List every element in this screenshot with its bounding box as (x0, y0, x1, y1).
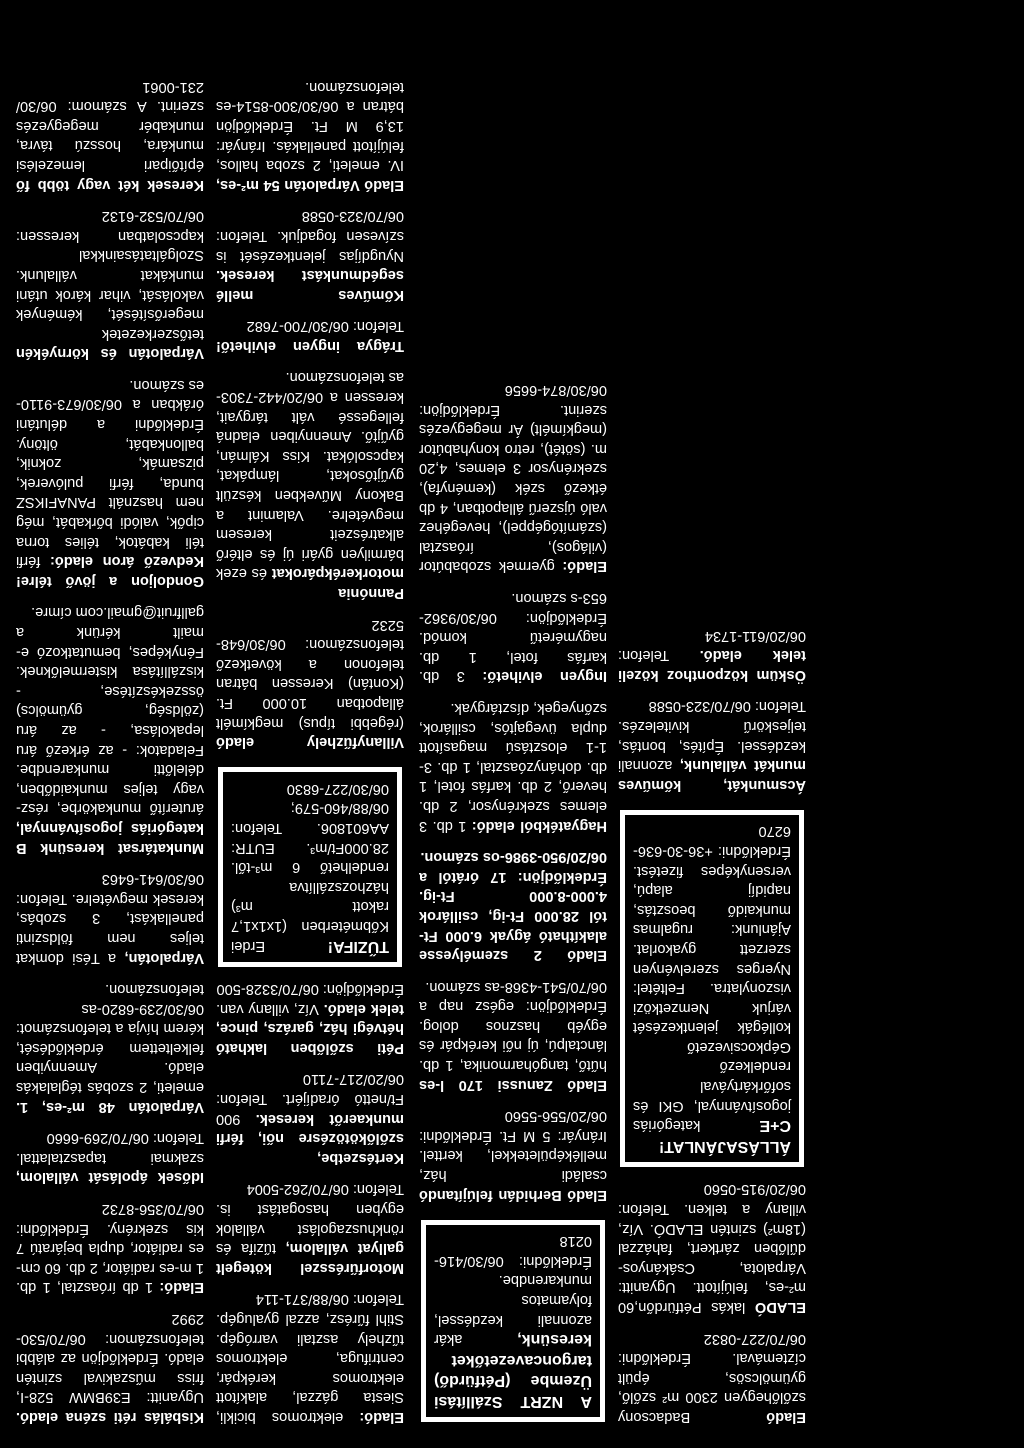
ad-body: családi ház, melléképületekkel, kerttel. Irányár: 5 M Ft. Érdeklődni: 06/20/556-5560 (419, 1108, 607, 1184)
classified-ad (419, 697, 607, 834)
ad-body: Badacsony szőlőhegyen 2300 m² szőlő, gyümölcsös, épült cíztemával. Érdeklődni: 06/70/227-0832 (618, 1330, 806, 1425)
ad-heading: Trágya ingyen elvihető! (216, 337, 404, 354)
ad-body: Nyugdíjas jelentkezését is szívesen fogadjuk. Telefon: 06/70/323-0588 (216, 208, 404, 264)
classified-ad (419, 976, 607, 1094)
ad-body: tetőszerkezetek megerősítését, kémények vakolását, vihar károk utáni munkákat vállalunk. Szolgáltatásainkkal kapcsolatban keressen: 06/70/532-6132 (16, 208, 204, 342)
ad-heading: Ácsmunkát, kőműves munkát vállalunk, (618, 757, 806, 793)
ad-heading: Ingyen elvihető: (482, 668, 607, 685)
classified-ad (216, 76, 404, 194)
ad-body: Telefon: 06/20/611-1734 (618, 627, 806, 664)
ad-body: Ugyanitt: E39BMW 528-I, friss műszakival szintén eladó. Érdeklődjön az alábbi telefonszámon: 06/70/530-2992 (16, 1311, 204, 1406)
classified-ad (16, 76, 204, 194)
ads-column-1 (822, 30, 1014, 1426)
ad-heading: Várpalotán 48 m²-es, 1. (16, 1098, 204, 1115)
ads-column-4 (216, 30, 404, 1426)
ad-heading: Eladó: (159, 1279, 204, 1296)
classified-ad (216, 206, 404, 304)
ad-heading: Várpalotán, (124, 949, 204, 966)
ad-heading: Keresek két vagy több fő (16, 176, 204, 193)
boxed-classified-ad (218, 767, 402, 966)
ad-heading: Kisbálás réti széna eladó. (16, 1409, 204, 1425)
classified-ad (16, 374, 204, 590)
ad-body: férfi téli kabátok, télies torna cipők, valódi bőrkabát, még nem használt PANAFIKSZ bunda, férfi pulóverek, pizsamák, zoknik, ballonkabát, öltöny. Érdeklődni a délutáni órákban a 06/30/673-9110-es számon. (16, 376, 204, 570)
classified-ad (419, 380, 607, 576)
ads-column-5 (16, 30, 204, 1426)
ad-heading: Motorfűrésszel kötegelt gallyat vállalom, (216, 1240, 404, 1276)
classified-ad (16, 869, 204, 967)
ad-heading: TŰZIFA! (327, 937, 389, 955)
classified-ad (419, 847, 607, 965)
ad-body: áruterítő munkakörbe, rész- vagy teljes munkaidőben, délelőtti munkarendbe. Feladatok: - az érkező áru lepakolása, - az áru (zöldség, gyümölcs) összekészítése, - kiszállítása kistermelőknek. Fényképes, bemutatkozó e-mailt kérünk a gallfruit@gmail.com címre. (16, 604, 204, 817)
ad-body: azonnali kezdéssel. Építés, bontás, teljeskörű kivitelezés. Telefon: 06/70/323-0588 (618, 698, 806, 774)
ad-heading: Villanyfűzhely eladó (216, 734, 404, 751)
ad-heading: Várpalotán és környékén (16, 345, 204, 362)
ad-heading: Eladó Berhidán felújítandó (419, 1186, 607, 1203)
ad-body: Telefon: 06/30/700-7682 (246, 318, 404, 335)
classified-ad (618, 1179, 806, 1316)
ad-body: építőipari lemezelési munkára, hosszú távra, munkabér megegyezés szerint. A számom: 06/30/ 231-0061 (16, 78, 204, 173)
ad-heading: Pannónia motorkerékpárokat (271, 565, 404, 602)
ad-heading: A NZRT Szállítási Üzembe (Pétfürdő) targoncavezetőket keresünk, (434, 1331, 592, 1410)
classified-ad (16, 1308, 204, 1426)
ad-body: emeleti, 2 szobás téglalakás eladó. Amennyiben felkeltettem érdeklődését, kérem hívja a telefonszámot: 06/30/239-6820-as telefonszámon. (16, 981, 204, 1096)
ad-body: (régebbi típus) megkímélt állapotban 10.000 Ft. (Kontán) Keressen bátran telefonon a következő telefonszámon: 06/30/648-5232 (216, 616, 404, 731)
classified-ad (16, 602, 204, 857)
ad-body: Erdei Kőbméterben (1x1x1,7 rakott m³) házhozszállítva rendelhető 6 m³-től. 28.000Ft/m³. EUTR: AA601806. Telefon: 06/88/460-579; 06/30/227-6830 (231, 780, 389, 954)
ad-heading: Eladó: (562, 558, 607, 575)
ad-body: Víz, villany van. Érdeklődjön: 06/70/3328-500 (216, 981, 404, 1017)
classified-ad (216, 316, 404, 355)
ad-heading: Eladó Várpalotán 54 m²-es, (216, 176, 404, 193)
ad-body: szakmai tapasztalattal. Telefon: 06/70/269-6660 (16, 1130, 204, 1166)
ad-body: 1 db íróasztal, 1 db. 1 m-es radiátor, 2 db. 60 cm-es radiátor, dupla bejáratú 7 kis szekrény. Érdeklődni: 06/70/356-8732 (16, 1201, 204, 1296)
ad-body: elektromos bicikli, Siesta gázzal, alakított elektromos kerékpár, centrifuga, elektromos tűzhely asztali varrógép. Stihl fűrész, azzal gyalugép. Telefon: 06/88/371-114 (216, 1291, 404, 1425)
ad-body: 1 db. 3 elemes szekrénysor, 2 db. heverő, 2 db. karfás fotel, 1 db. dohányzóasztal, 1 db. 3-1-1 elosztású magasított dupla üvegajtós, csillárok, szőnyegek, dísztárgyak. (419, 700, 607, 834)
classified-ad (419, 1106, 607, 1204)
ad-heading: Idősek ápolását vállalom, (16, 1169, 204, 1186)
ad-body: lakás Pétfürdőn,60 m²-es, felújított. Ugyanitt: Várpalota, Csákányos-dűlőben zártkert, faházzal (18m²) szintén ELADÓ. Víz, villany a telken. Telefon: 06/20/915-0560 (618, 1181, 806, 1316)
ad-body: 3 db. karfás fotel, 1 db. nagyméretű komód. Érdeklődjön: 06/30/9362-653-s számon. (419, 590, 607, 685)
classified-ad (216, 367, 404, 602)
ad-heading: Gondoljon a jövő télre! Kedvező áron eladó: (16, 553, 204, 589)
classified-ad (419, 587, 607, 685)
classified-ad (16, 979, 204, 1116)
boxed-classified-ad (620, 810, 804, 1167)
ad-heading: Péti szőlőben lakható hétvégi ház, garázs, pince, telek eladó. (216, 1000, 404, 1056)
ad-body: gyermek szobabútor (világos), íróasztal (számítógéppel), hevegéhez való újszerű állapotban, 4 db étkező szék (keményfa), szekrénysor 3 elemes, 4,20 m. (sötét), retro konyhabútor (megkímélt) Ár megegyezés szerint. Érdeklődjön: 06/30/874-6656 (419, 382, 607, 575)
classified-ad (618, 625, 806, 684)
classified-ad (216, 1289, 404, 1426)
ad-heading: Munkatársat keresünk B kategóriás jogosítvánnyal, (16, 819, 204, 856)
ad-heading: Ösküm központhoz közeli telek eladó. (618, 647, 806, 683)
ad-body: 900 Ft/nettó óradíjért. Telefon: 06/20/217-7110 (216, 1071, 404, 1127)
boxed-classified-ad (421, 1220, 605, 1422)
classified-ad (16, 1198, 204, 1296)
ad-body: és ezek bármilyen gyári új és eltérő alkatrészeit keresem megvételre. Valamint a Bakony Művekben készült gyűjtősokat, lámpákat, kapcsolókat. Kiss Kálmán, gyűjtő. Amennyiben eladná fellegessé vált tárgyait, keressen a 06/20/442-7303-as telefonszámon. (216, 369, 404, 582)
ads-column-2 (618, 30, 806, 1426)
classified-ad (16, 206, 204, 363)
ad-body: IV. emeleti, 2 szoba hallos, felújított panellakás. Irányár: 13,9 M Ft. Érdeklődjön bátran a 06/30/300-8514-es telefonszámon. (216, 78, 404, 174)
ad-body: a Tési domkat teljes nem földszinti panellakást, 3 szobás, keresek megvételre. Telefon: 06/30/641-6463 (16, 871, 204, 966)
classified-ad (618, 696, 806, 794)
classified-ad (216, 1069, 404, 1167)
ad-body: akár azonnali kezdéssel, folyamatos munkarendbe. Érdeklődni: 06/30/416-0218 (434, 1233, 592, 1348)
ad-body: kategóriás jogosítvánnyal, GKI és sofőrkártyával rendelkező Gépkocsivezető kollégák jelentkezését várjuk Nemzetközi viszonylatra. Feltétel: Nyerges szerelvényen szerzett gyakorlat. Ajánlunk: rugalmas munkaidő beosztás, napidíj alapú, versenyképes fizetést. Érdeklődni: +36-30-636-6270 (633, 823, 791, 1134)
ad-heading: Eladó: (359, 1409, 404, 1425)
classified-ad (216, 979, 404, 1057)
ad-heading: ÁLLÁSAJÁNLAT! C+E (658, 1117, 791, 1155)
classified-ad (216, 1179, 404, 1277)
ads-column-3 (419, 30, 607, 1426)
ad-heading: Eladó Zanussi 170 l-es (419, 1076, 607, 1093)
classified-ad (618, 1328, 806, 1426)
ad-heading: Eladó (766, 1409, 806, 1425)
ad-heading: Hagyatékból eladó: (471, 817, 607, 834)
ad-heading: Eladó 2 személyesse alakítható ágyak 6.000 Ft-tól 28.000 Ft-ig, csillárok 4.000-8.000 Ft-ig. Érdeklődjön: 17 órától a 06/20/950-3986-os számon. (419, 849, 607, 964)
ad-body: hűtő, tangóharmonika, 1 db. lánctalpú, új női kerékpár és egyéb hasznos dolog. Érdeklődjön: egész nap a 06/70/541-4368-as számon. (419, 978, 607, 1074)
ad-body: tűzifa és rönkhuszagolást vállalok egyben hasogatást is. Telefon: 06/70/262-5004 (216, 1181, 404, 1257)
ad-heading: Kőműves mellé segédmunkást keresek. (216, 267, 404, 303)
ad-heading: ELADÓ (754, 1299, 806, 1316)
classified-ad (16, 1128, 204, 1187)
classified-ad (216, 614, 404, 751)
ad-heading: Kertészetbe, szőlőkötözésre női, férfi munkaerőt keresek. (216, 1110, 404, 1166)
